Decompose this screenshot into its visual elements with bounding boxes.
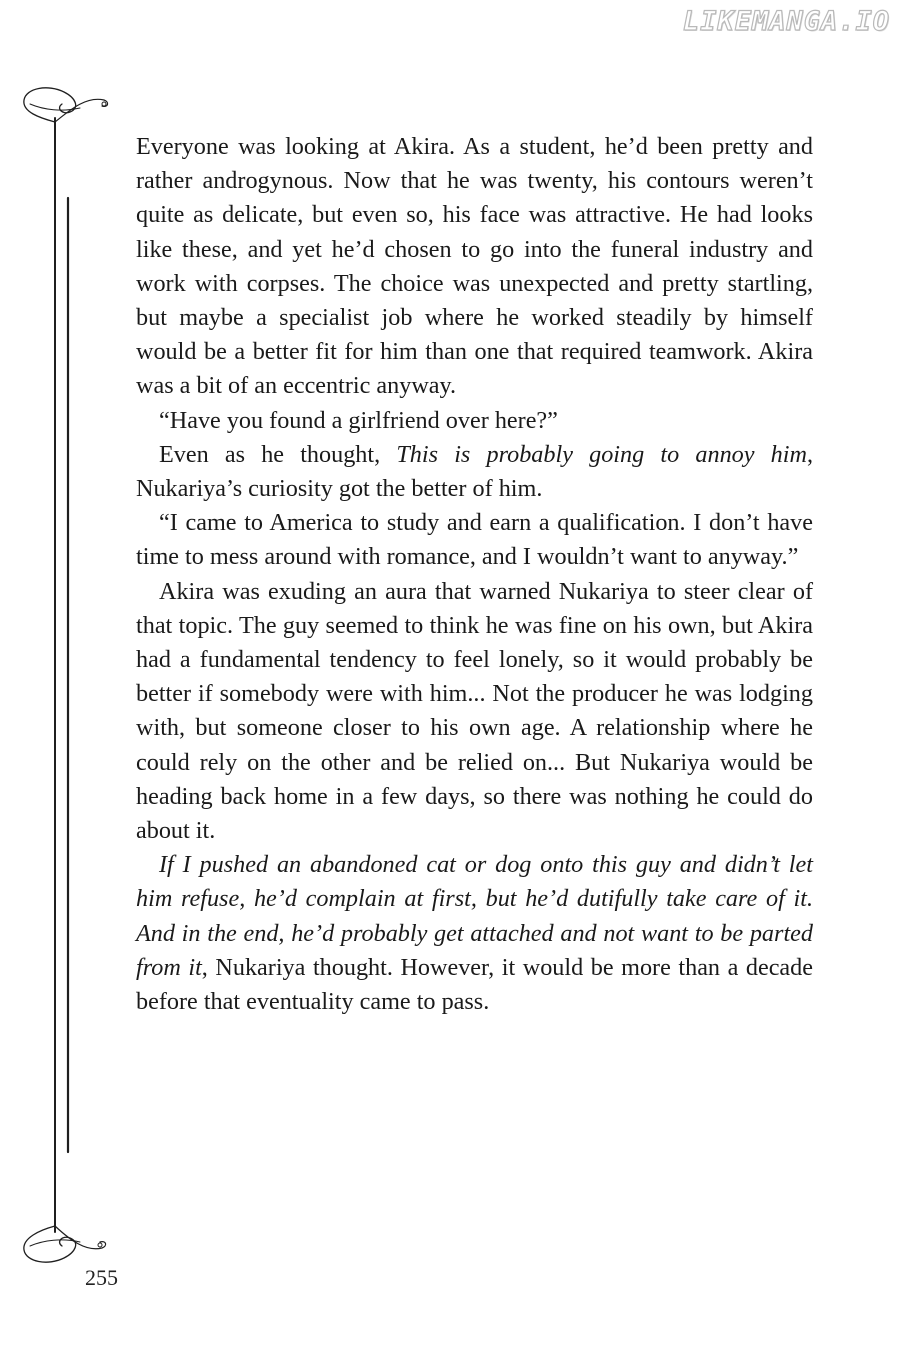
italic-thought: If I pushed an abandoned cat or dog onto this guy and didn’t let him refuse, he’d complain at first, but he’d dutifully take care of it. And in the end, he’d probably get attached and not want to be parted from it (136, 851, 813, 981)
paragraph: Akira was exuding an aura that warned Nukariya to steer clear of that topic. The guy seemed to think he was fine on his own, but Akira had a fundamental tendency to feel lonely, so it would probably be better if somebody were with him... Not the producer he was lodging with, but someone closer to his own age. A relationship where he could rely on the other and be relied on... But Nukariya would be heading back home in a few days, so there was nothing he could do about it. (136, 577, 813, 845)
paragraph: “Have you found a girlfriend over here?” (159, 406, 558, 434)
paragraph (136, 438, 813, 506)
flourish-border-icon (0, 0, 130, 1300)
watermark: LIKEMANGA.IO (682, 6, 890, 37)
paragraph: “I came to America to study and earn a qualification. I don’t have time to mess around with romance, and I wouldn’t want to anyway.” (136, 509, 813, 571)
paragraph-text: , Nukariya’s curiosity got the better of him. (136, 440, 813, 503)
paragraph: Everyone was looking at Akira. As a student, he’d been pretty and rather androgynous. Now that he was twenty, his contours weren’t quite as delicate, but even so, his face was attractive. He had looks like these, and yet he’d chosen to go into the funeral industry and work with corpses. The choice was unexpected and pretty startling, but maybe a specialist job where he worked steadily by himself would be a better fit for him than one that required teamwork. Akira was a bit of an eccentric anyway. (136, 133, 813, 400)
paragraph-text: , Nukariya thought. However, it would be more than a decade before that eventuality came to pass. (136, 953, 813, 1016)
italic-thought: This is probably going to annoy him (396, 440, 807, 468)
page-number: 255 (85, 1265, 118, 1290)
body-text (136, 130, 813, 1019)
paragraph-text: Even as he thought, (159, 440, 397, 468)
paragraph (136, 848, 813, 1019)
